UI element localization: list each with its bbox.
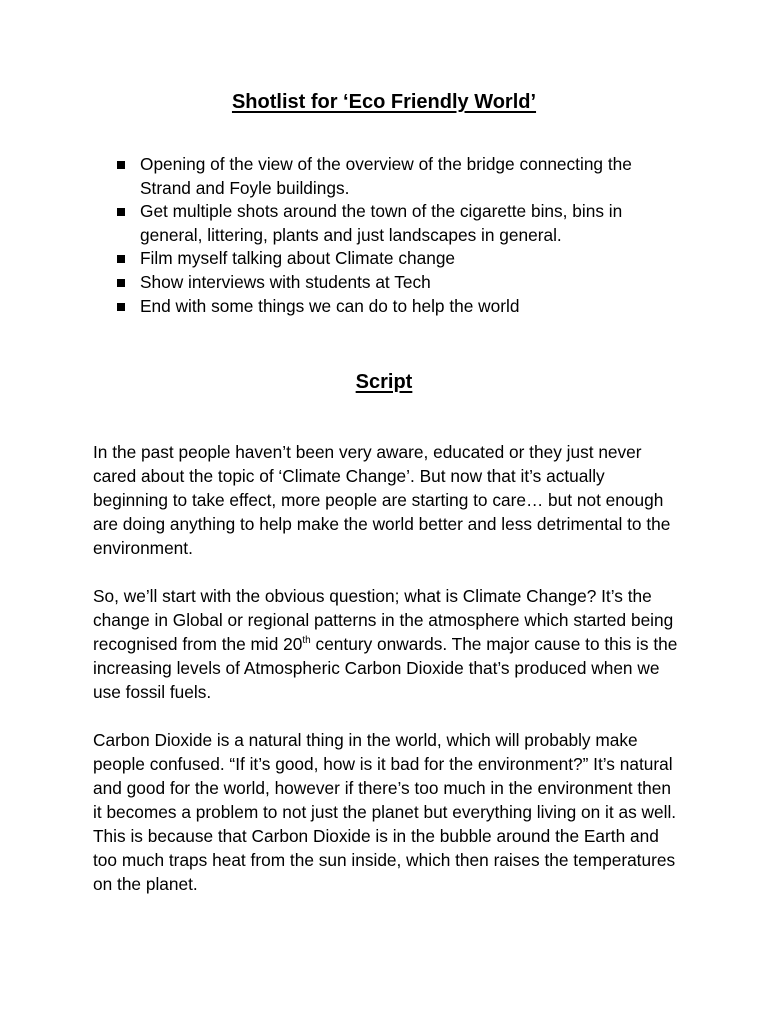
shotlist-item [116, 153, 676, 200]
square-bullet-icon [117, 208, 125, 216]
script-paragraph: Carbon Dioxide is a natural thing in the world, which will probably make people confused. “If it’s good, how is it bad for the environment?” It’s natural and good for the world, however if there’s too much in the environment then it becomes a problem to not just the planet but everything living on it as well. This is because that Carbon Dioxide is in the bubble around the Earth and too much traps heat from the sun inside, which then raises the temperatures on the planet. [93, 730, 677, 894]
ordinal-superscript: th [302, 635, 311, 647]
paragraph-text: century onwards. The major cause to this is the increasing levels of Atmospheric Carbon Dioxide that’s produced when we use fossil fuels. [93, 634, 678, 702]
paragraph-text: So, we’ll start with the obvious question; what is Climate Change? It’s the change in Global or regional patterns in the atmosphere which started being recognised from the mid 20 [93, 586, 674, 654]
script-paragraph [93, 584, 683, 704]
script-heading [0, 371, 768, 394]
shotlist-list [116, 153, 676, 318]
shotlist-item-text: Show interviews with students at Tech [140, 271, 431, 292]
shotlist-item [116, 200, 676, 247]
square-bullet-icon [117, 255, 125, 263]
shotlist-item [116, 247, 676, 271]
square-bullet-icon [117, 161, 125, 169]
shotlist-title-text: Shotlist for ‘Eco Friendly World’ [231, 91, 537, 113]
script-body [93, 440, 683, 920]
shotlist-item-text: End with some things we can do to help the world [140, 295, 520, 316]
square-bullet-icon [117, 279, 125, 287]
shotlist-item [116, 295, 676, 319]
shotlist-item [116, 271, 676, 295]
shotlist-item-text: Film myself talking about Climate change [140, 248, 456, 269]
shotlist-item-text: Opening of the view of the overview of the bridge connecting the Strand and Foyle buildings. [140, 154, 632, 198]
shotlist-heading [0, 91, 768, 114]
square-bullet-icon [117, 303, 125, 311]
script-title-text: Script [355, 371, 413, 393]
shotlist-item-text: Get multiple shots around the town of the cigarette bins, bins in general, littering, plants and just landscapes in general. [140, 201, 623, 245]
script-paragraph: In the past people haven’t been very aware, educated or they just never cared about the topic of ‘Climate Change’. But now that it’s actually beginning to take effect, more people are starting to care… but not enough are doing anything to help make the world better and less detrimental to the environment. [93, 442, 671, 558]
